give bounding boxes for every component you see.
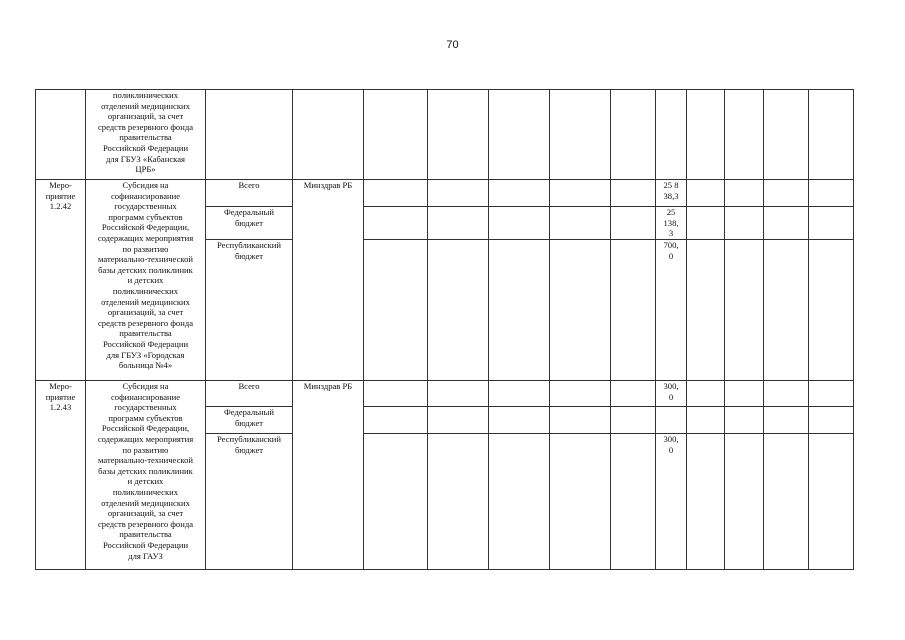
table-row <box>36 381 854 407</box>
value-cell <box>364 381 428 407</box>
code-cell: Меро- приятие 1.2.42 <box>36 180 86 381</box>
value-cell <box>687 434 725 570</box>
value-cell <box>611 240 656 381</box>
value-cell <box>687 90 725 180</box>
value-cell <box>611 381 656 407</box>
value-cell <box>550 207 611 240</box>
value-cell <box>809 381 854 407</box>
value-cell <box>550 90 611 180</box>
value-cell <box>687 381 725 407</box>
executor-cell: Минздрав РБ <box>293 381 364 570</box>
source-cell: Всего <box>206 381 293 407</box>
value-cell <box>550 180 611 207</box>
value-cell <box>611 207 656 240</box>
value-cell <box>428 381 489 407</box>
value-cell <box>489 381 550 407</box>
value-cell <box>611 407 656 434</box>
value-cell <box>428 180 489 207</box>
executor-cell: Минздрав РБ <box>293 180 364 381</box>
value-cell <box>687 207 725 240</box>
value-cell <box>550 434 611 570</box>
value-cell <box>611 180 656 207</box>
code-cell <box>36 90 86 180</box>
value-cell <box>725 180 764 207</box>
value-cell <box>764 240 809 381</box>
value-cell <box>725 90 764 180</box>
value-cell <box>725 381 764 407</box>
value-cell <box>764 434 809 570</box>
value-cell <box>809 90 854 180</box>
value-cell <box>725 407 764 434</box>
table-row <box>36 180 854 207</box>
amount-cell: 700, 0 <box>656 240 687 381</box>
value-cell <box>550 407 611 434</box>
value-cell <box>364 180 428 207</box>
value-cell <box>764 90 809 180</box>
value-cell <box>550 381 611 407</box>
value-cell <box>687 240 725 381</box>
amount-cell: 300, 0 <box>656 434 687 570</box>
value-cell <box>428 90 489 180</box>
value-cell <box>725 434 764 570</box>
source-cell: Республиканский бюджет <box>206 240 293 381</box>
source-cell: Федеральный бюджет <box>206 207 293 240</box>
amount-cell <box>656 407 687 434</box>
value-cell <box>489 180 550 207</box>
value-cell <box>764 180 809 207</box>
value-cell <box>809 434 854 570</box>
code-cell: Меро- приятие 1.2.43 <box>36 381 86 570</box>
value-cell <box>364 407 428 434</box>
value-cell <box>364 240 428 381</box>
value-cell <box>809 207 854 240</box>
value-cell <box>687 180 725 207</box>
value-cell <box>809 407 854 434</box>
value-cell <box>725 240 764 381</box>
description-cell: поликлинических отделений медицинских организаций, за счет средств резервного фонда правительства Российской Федерации для ГБУЗ «Кабанская ЦРБ» <box>86 90 206 180</box>
value-cell <box>611 90 656 180</box>
value-cell <box>489 434 550 570</box>
value-cell <box>611 434 656 570</box>
value-cell <box>364 434 428 570</box>
source-cell: Всего <box>206 180 293 207</box>
budget-table <box>35 89 854 570</box>
amount-cell: 25 138, 3 <box>656 207 687 240</box>
value-cell <box>489 207 550 240</box>
executor-cell <box>293 90 364 180</box>
table-row-continuation <box>36 90 854 180</box>
amount-cell: 300, 0 <box>656 381 687 407</box>
value-cell <box>764 407 809 434</box>
page-number: 70 <box>446 39 459 51</box>
value-cell <box>489 240 550 381</box>
value-cell <box>428 407 489 434</box>
source-cell: Республиканский бюджет <box>206 434 293 570</box>
value-cell <box>550 240 611 381</box>
description-cell: Субсидия на софинансирование государственных программ субъектов Российской Федерации, содержащих мероприятия по развитию материально-технической базы детских поликлиник и детских поликлинических отделений медицинских организаций, за счет средств резервного фонда правительства Российской Федерации для ГАУЗ <box>86 381 206 570</box>
value-cell <box>764 207 809 240</box>
amount-cell: 25 8 38,3 <box>656 180 687 207</box>
value-cell <box>656 90 687 180</box>
value-cell <box>428 207 489 240</box>
value-cell <box>364 207 428 240</box>
description-cell: Субсидия на софинансирование государственных программ субъектов Российской Федерации, содержащих мероприятия по развитию материально-технической базы детских поликлиник и детских поликлинических отделений медицинских организаций, за счет средств резервного фонда правительства Российской Федерации для ГБУЗ «Городская больница №4» <box>86 180 206 381</box>
value-cell <box>489 407 550 434</box>
value-cell <box>764 381 809 407</box>
source-cell: Федеральный бюджет <box>206 407 293 434</box>
value-cell <box>428 434 489 570</box>
value-cell <box>364 90 428 180</box>
value-cell <box>809 240 854 381</box>
source-cell <box>206 90 293 180</box>
value-cell <box>809 180 854 207</box>
value-cell <box>489 90 550 180</box>
value-cell <box>725 207 764 240</box>
value-cell <box>687 407 725 434</box>
value-cell <box>428 240 489 381</box>
